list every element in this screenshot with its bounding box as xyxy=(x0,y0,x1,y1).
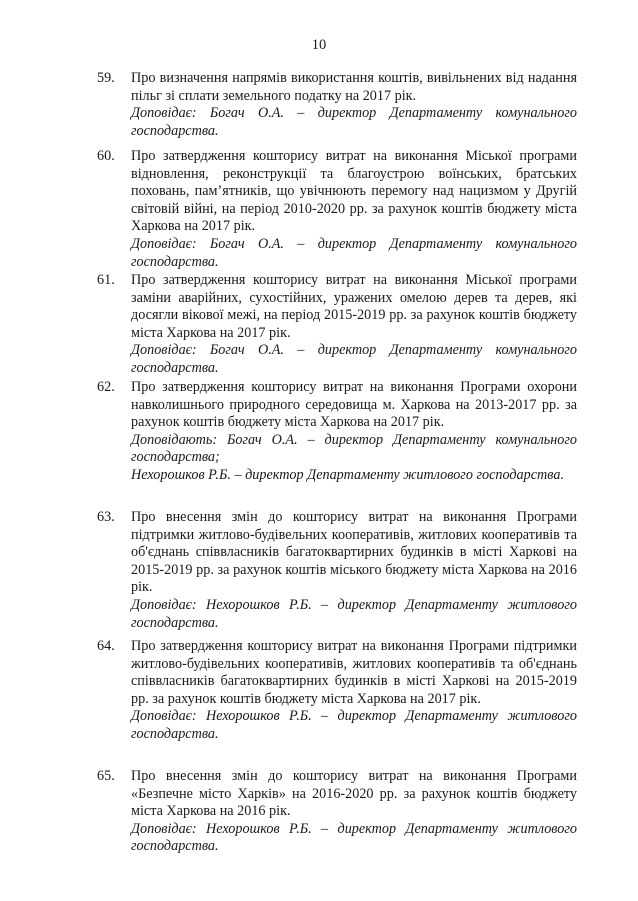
item-body xyxy=(131,509,577,632)
item-body xyxy=(131,379,577,485)
agenda-item xyxy=(97,148,577,271)
item-body xyxy=(131,768,577,856)
agenda-item xyxy=(97,272,577,378)
item-body xyxy=(131,148,577,271)
item-speaker: Доповідає: Нехорошков Р.Б. – директор Департаменту житлового господарства. xyxy=(131,708,577,742)
item-body xyxy=(131,70,577,140)
item-number: 64. xyxy=(97,638,115,654)
item-speaker-second: Нехорошков Р.Б. – директор Департаменту житлового господарства. xyxy=(131,466,564,483)
item-number: 63. xyxy=(97,509,115,525)
item-title: Про внесення змін до кошторису витрат на виконання Програми «Безпечне місто Харків» на 2016-2020 рр. за рахунок коштів бюджету міста Харкова на 2016 рік. xyxy=(131,768,577,820)
item-speaker: Доповідає: Богач О.А. – директор Департаменту комунального господарства. xyxy=(131,235,577,270)
item-number: 65. xyxy=(97,768,115,784)
item-title: Про затвердження кошторису витрат на виконання Програми охорони навколишнього природного середовища м. Харкова на 2013-2017 рр. за рахунок коштів бюджету міста Харкова на 2017 рік. xyxy=(131,379,577,431)
item-speaker: Доповідає: Богач О.А. – директор Департаменту комунального господарства. xyxy=(131,105,577,139)
item-title: Про визначення напрямів використання коштів, вивільнених від надання пільг зі сплати земельного податку на 2017 рік. xyxy=(131,70,577,104)
item-number: 59. xyxy=(97,70,115,86)
item-number: 61. xyxy=(97,272,115,288)
agenda-item xyxy=(97,768,577,856)
item-number: 60. xyxy=(97,148,115,164)
item-title: Про внесення змін до кошторису витрат на виконання Програми підтримки житлово-будівельних кооперативів, житлових кооперативів та об'єднань співвласників багатоквартирних будинків в місті Харкові на 2015-2019 рр. за рахунок коштів міського бюджету міста Харкова на 2016 рік. xyxy=(131,509,577,596)
item-speaker: Доповідає: Нехорошков Р.Б. – директор Департаменту житлового господарства. xyxy=(131,820,577,855)
item-body xyxy=(131,638,577,744)
item-number: 62. xyxy=(97,379,115,395)
agenda-item xyxy=(97,70,577,140)
item-title: Про затвердження кошторису витрат на виконання Міської програми відновлення, реконструкції та благоустрою воїнських, братських поховань, пам’ятників, що увічнюють перемогу над нацизмом у Другій світовій війні, на період 2010-2020 рр. за рахунок коштів бюджету міста Харкова на 2017 рік. xyxy=(131,148,577,235)
item-speaker: Доповідають: Богач О.А. – директор Департаменту комунального господарства; xyxy=(131,431,577,466)
item-body xyxy=(131,272,577,378)
agenda-item xyxy=(97,638,577,744)
item-title: Про затвердження кошторису витрат на виконання Програми підтримки житлово-будівельних кооперативів, житлових кооперативів та об'єднань співвласників багатоквартирних будинків в місті Харкові на 2015-2019 рр. за рахунок коштів бюджету міста Харкова на 2017 рік. xyxy=(131,638,577,707)
item-speaker: Доповідає: Нехорошков Р.Б. – директор Департаменту житлового господарства. xyxy=(131,596,577,631)
page-number: 10 xyxy=(311,37,327,53)
item-speaker: Доповідає: Богач О.А. – директор Департаменту комунального господарства. xyxy=(131,342,577,376)
item-title: Про затвердження кошторису витрат на виконання Міської програми заміни аварійних, сухостійних, уражених омелою дерев та дерев, які досягли вікової межі, на період 2015-2019 рр. за рахунок коштів бюджету міста Харкова на 2017 рік. xyxy=(131,272,577,341)
agenda-item xyxy=(97,379,577,485)
agenda-item xyxy=(97,509,577,632)
